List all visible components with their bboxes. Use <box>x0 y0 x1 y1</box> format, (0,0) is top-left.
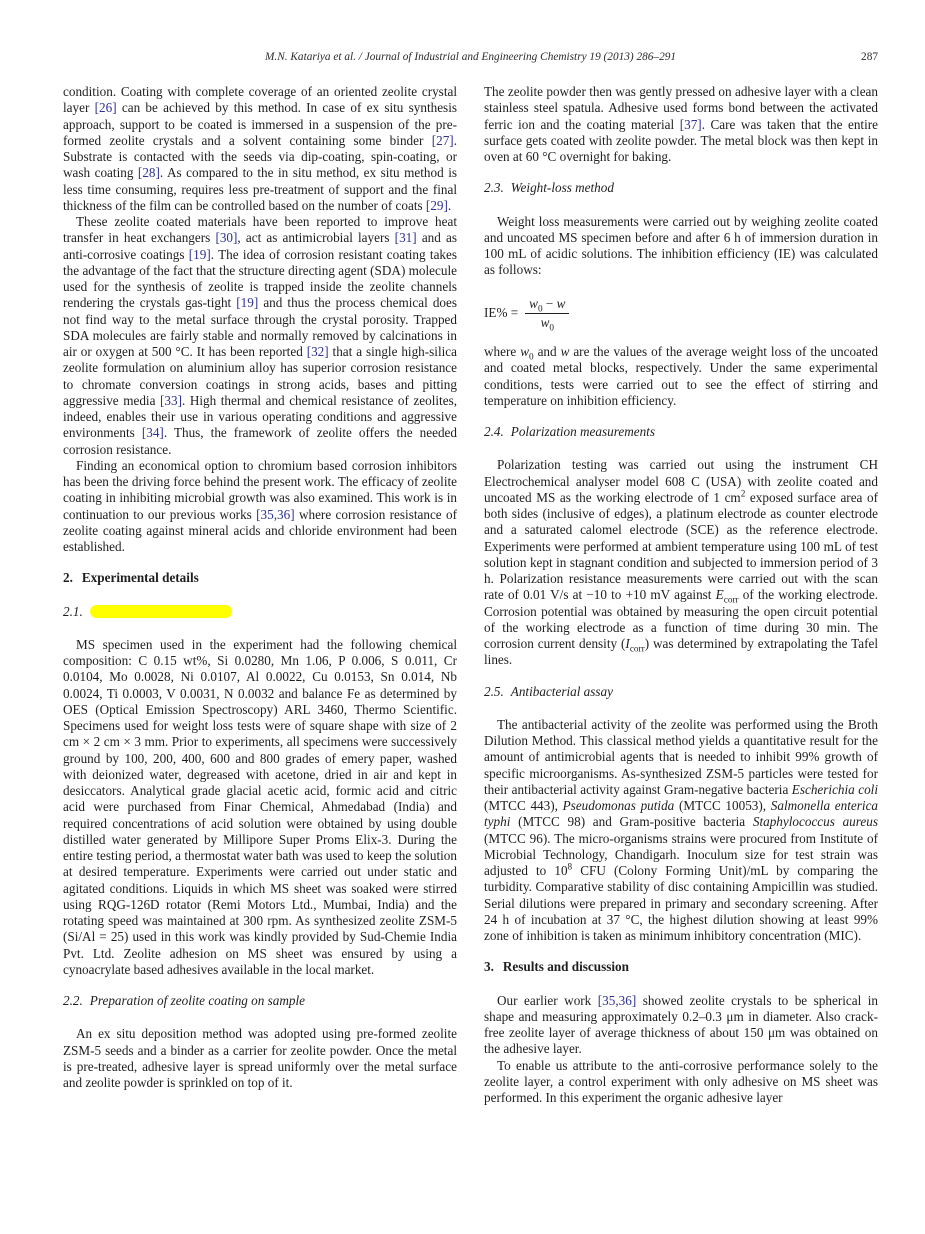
subsection-number: 2.3. <box>484 180 504 196</box>
paragraph-finding-economical: Finding an economical option to chromium based corrosion inhibitors has been the driving force behind the present work. The efficacy of zeolite coating in inhibiting microbial growth was also examined. This work is in continuation to our previous works [35,36] where corrosion resistance of zeolite coating against mineral acids and chloride environment had been established. <box>63 457 457 554</box>
subsection-heading-2-5 <box>484 684 878 700</box>
paragraph-where-definitions: where $w_0$ and w are the values of the average weight loss of the uncoated and coated metal blocks, respectively. Under the same experimental conditions, tests were carried out to see the effect of stirring and temperature on inhibition efficiency. <box>484 344 879 408</box>
subsection-title: Polarization measurements <box>510 424 655 439</box>
paragraph-ms-specimen: MS specimen used in the experiment had the following chemical composition: C 0.15 wt%, Si 0.0280, Mn 1.06, P 0.006, S 0.011, Cr 0.0104, Mo 0.0028, Ni 0.0107, Al 0.0022, Cu 0.0153, Sn 0.014, Nb 0.0024, Ti 0.0003, V 0.0031, N 0.0032 and balance Fe as determined by OES (Optical Emission Spectroscopy) ARL 3460, Thermo Scientific. Specimens used for weight loss tests were of square shape with size of 2 cm × 2 cm × 3 mm. Prior to experiments, all specimens were successively ground by 100, 200, 400, 600 and 800 grades of emery paper, washed with deionized water, degreased with acetone, dried in air and kept in desiccators. Analytical grade glacial acetic acid, formic acid and citric acid were purchased from Finar Chemical, Ahmedabad (India) and required concentrations of acid solution were obtained by using double distilled water generated by Millipore Super Proms Elix-3. During the entire testing period, a thermostat water bath was used to keep the solution at desired temperature. Experiments were carried out under static and agitated conditions. Liquids in which MS sheet was soaked were stirred using RQG-126D rotator (Remi Motors Ltd., Mumbai, India) and the rotating speed was maintained at 300 rpm. As synthesized zeolite ZSM-5 (Si/Al = 25) used in this work was kindly provided by Sud-Chemie India Pvt. Ltd. Zeolite adhesion on MS sheet was ensured by using a cynoacrylate based adhesives available in the local market. <box>63 636 457 977</box>
citation-link[interactable]: [30] <box>215 230 238 246</box>
subsection-number: 2.5. <box>484 683 504 699</box>
equation-numerator: $w_0 - w$ <box>525 296 569 314</box>
citation-link[interactable]: [28] <box>137 165 160 181</box>
citation-link[interactable]: [32] <box>306 344 329 359</box>
citation-link[interactable]: [27] <box>431 132 454 148</box>
section-number: 3. <box>484 959 494 975</box>
paragraph-control-experiment: To enable us attribute to the anti-corrosive performance solely to the zeolite layer, a control experiment with only adhesive on MS sheet was performed. In this experiment the organic adhesive layer <box>484 1057 878 1105</box>
page-number: 287 <box>861 51 878 63</box>
section-number: 2. <box>63 570 73 586</box>
citation-link[interactable]: [33] <box>160 392 182 408</box>
citation-link[interactable]: [31] <box>394 230 417 246</box>
text-columns <box>63 84 878 1106</box>
paragraph-weight-loss: Weight loss measurements were carried out by weighing zeolite coated and uncoated MS specimen before and after 6 h of immersion duration in 100 mL of acidic solutions. The inhibition efficiency (IE) was calculated as follows: <box>484 213 878 278</box>
subsection-heading-2-4 <box>484 424 878 440</box>
paragraph-polarization-testing: Polarization testing was carried out using the instrument CH Electrochemical analyser model 608 C (USA) with zeolite coated and uncoated MS as the working electrode of 1 $cm^2$ exposed surface area of both sides (inclusive of edges), a platinum electrode as counter electrode and a saturated calomel electrode (SCE) as the reference electrode. Experiments were performed at ambient temperature using 100 mL of test solution kept in stagnant condition and subjected to immersion period of 3 h. Polarization resistance measurements were carried out with the scan rate of 0.01 V/s at −10 to +10 mV against $E_{corr}$ of the working electrode. Corrosion potential was obtained by measuring the open circuit potential of the working electrode as a function of time during 30 min. The corrosion current density $(I_{corr})$ was determined by extrapolating the Tafel lines. <box>484 457 879 668</box>
subsection-number: 2.2. <box>63 993 83 1008</box>
citation-link[interactable]: [19] <box>188 246 211 262</box>
citation-link[interactable]: [19] <box>236 295 259 311</box>
paragraph-earlier-work: Our earlier work [35,36] showed zeolite crystals to be spherical in shape and measuring approximately 0.2–0.3 μm in diameter. Also crack-free zeolite layer of average thickness of about 150 μm was obtained on the adhesive layer. <box>484 992 878 1057</box>
citation-link[interactable]: [26] <box>94 100 117 116</box>
redaction-highlight <box>90 605 232 618</box>
section-title: Experimental details <box>81 570 199 586</box>
equation-lhs: IE% = <box>484 305 519 321</box>
paragraph-zeolite-coated-materials: These zeolite coated materials have been reported to improve heat transfer in heat exchangers [30], act as antimicrobial layers [31] and as anti-corrosive coatings [19]. The idea of corrosion resistant coating takes the advantage of the fact that the structure directing agent (SDA) molecule used for the synthesis of zeolite is trapped inside the zeolite channels rendering the crystals gas-tight [19] and thus the process chemical does not find way to the metal surface through the crystal porosity. Trapped SDA molecules are fairly stable and normally removed by calcinations in air or oxygen at 500 °C. It has been reported [32] that a single high-silica zeolite formulation on aluminium alloy has superior corrosion resistance to chromate conversion coatings in strong acids, bases and pitting aggressive media [33]. High thermal and chemical resistance of zeolites, indeed, enables their use in various operating conditions and aggressive environments [34]. Thus, the framework of zeolite offers the needed corrosion resistance. <box>63 214 458 457</box>
subsection-title: Preparation of zeolite coating on sample <box>89 993 306 1008</box>
equation-denominator: $w_0$ <box>540 314 554 333</box>
citation-link[interactable]: [29] <box>425 197 448 213</box>
equation-inhibition-efficiency <box>484 296 878 332</box>
subsection-title: Weight-loss method <box>510 180 614 196</box>
left-column <box>63 84 457 1106</box>
subsection-heading-2-1 <box>63 604 457 620</box>
section-heading-results <box>484 959 878 975</box>
subsection-heading-2-2 <box>63 993 457 1009</box>
citation-link[interactable]: [34] <box>141 425 164 441</box>
right-column <box>484 84 878 1106</box>
page-header <box>63 50 878 65</box>
section-heading-experimental-details <box>63 570 457 586</box>
paragraph-zeolite-powder: The zeolite powder then was gently pressed on adhesive layer with a clean stainless steel spatula. Adhesive used forms bond between the activated ferric ion and the coating material [37]. Care was taken that the entire surface gets coated with zeolite powder. The metal block was then kept in oven at 60 °C overnight for baking. <box>484 84 878 164</box>
section-title: Results and discussion <box>502 959 629 975</box>
subsection-number: 2.4. <box>484 424 504 439</box>
running-title: M.N. Katariya et al. / Journal of Industrial and Engineering Chemistry 19 (2013) 286–291 <box>264 51 677 63</box>
paragraph-antibacterial-assay: The antibacterial activity of the zeolite was performed using the Broth Dilution Method. This classical method yields a quantitative result for the amount of antimicrobial agents that is needed to inhibit 99% growth of specific microorganisms. As-synthesized ZSM-5 particles were tested for their antibacterial activity against Gram-negative bacteria Escherichia coli (MTCC 443), Pseudomonas putida (MTCC 10053), Salmonella enterica typhi (MTCC 98) and Gram-positive bacteria Staphylococcus aureus (MTCC 96). The micro-organisms strains were procured from Institute of Microbial Technology, Chandigarh. Inoculum size for test strain was adjusted to $10^8$ CFU (Colony Forming Unit)/mL by comparing the turbidity. Comparative stability of disc containing Ampicillin was studied. Serial dilutions were prepared in primary and secondary screening. After 24 h of incubation at 37 °C, the highest dilution showing at least 99% zone of inhibition is taken as minimum inhibitory concentration (MIC). <box>484 716 879 943</box>
equation-fraction <box>525 296 569 332</box>
subsection-title: Antibacterial assay <box>510 683 613 699</box>
subsection-number: 2.1. <box>63 603 83 619</box>
citation-link[interactable]: [35,36] <box>597 992 637 1008</box>
citation-link[interactable]: [37] <box>679 116 702 132</box>
citation-link[interactable]: [35,36] <box>256 506 295 522</box>
paragraph-coating-continuation: condition. Coating with complete coverage of an oriented zeolite crystal layer [26] can be achieved by this method. In case of ex situ synthesis approach, support to be coated is immersed in a suspension of the pre-formed zeolite crystals and a solvent containing some binder [27]. Substrate is contacted with the seeds via dip-coating, spin-coating, or wash coating [28]. As compared to the in situ method, ex situ method is less time consuming, requires less pre-treatment of support and the final thickness of the film can be controlled based on the number of coats [29]. <box>63 84 457 213</box>
paragraph-ex-situ-deposition: An ex situ deposition method was adopted using pre-formed zeolite ZSM-5 seeds and a binder as a carrier for zeolite powder. Once the metal is pre-treated, adhesive layer is spread uniformly over the metal surface and zeolite powder is sprinkled on top of it. <box>63 1026 457 1090</box>
subsection-heading-2-3 <box>484 180 878 196</box>
